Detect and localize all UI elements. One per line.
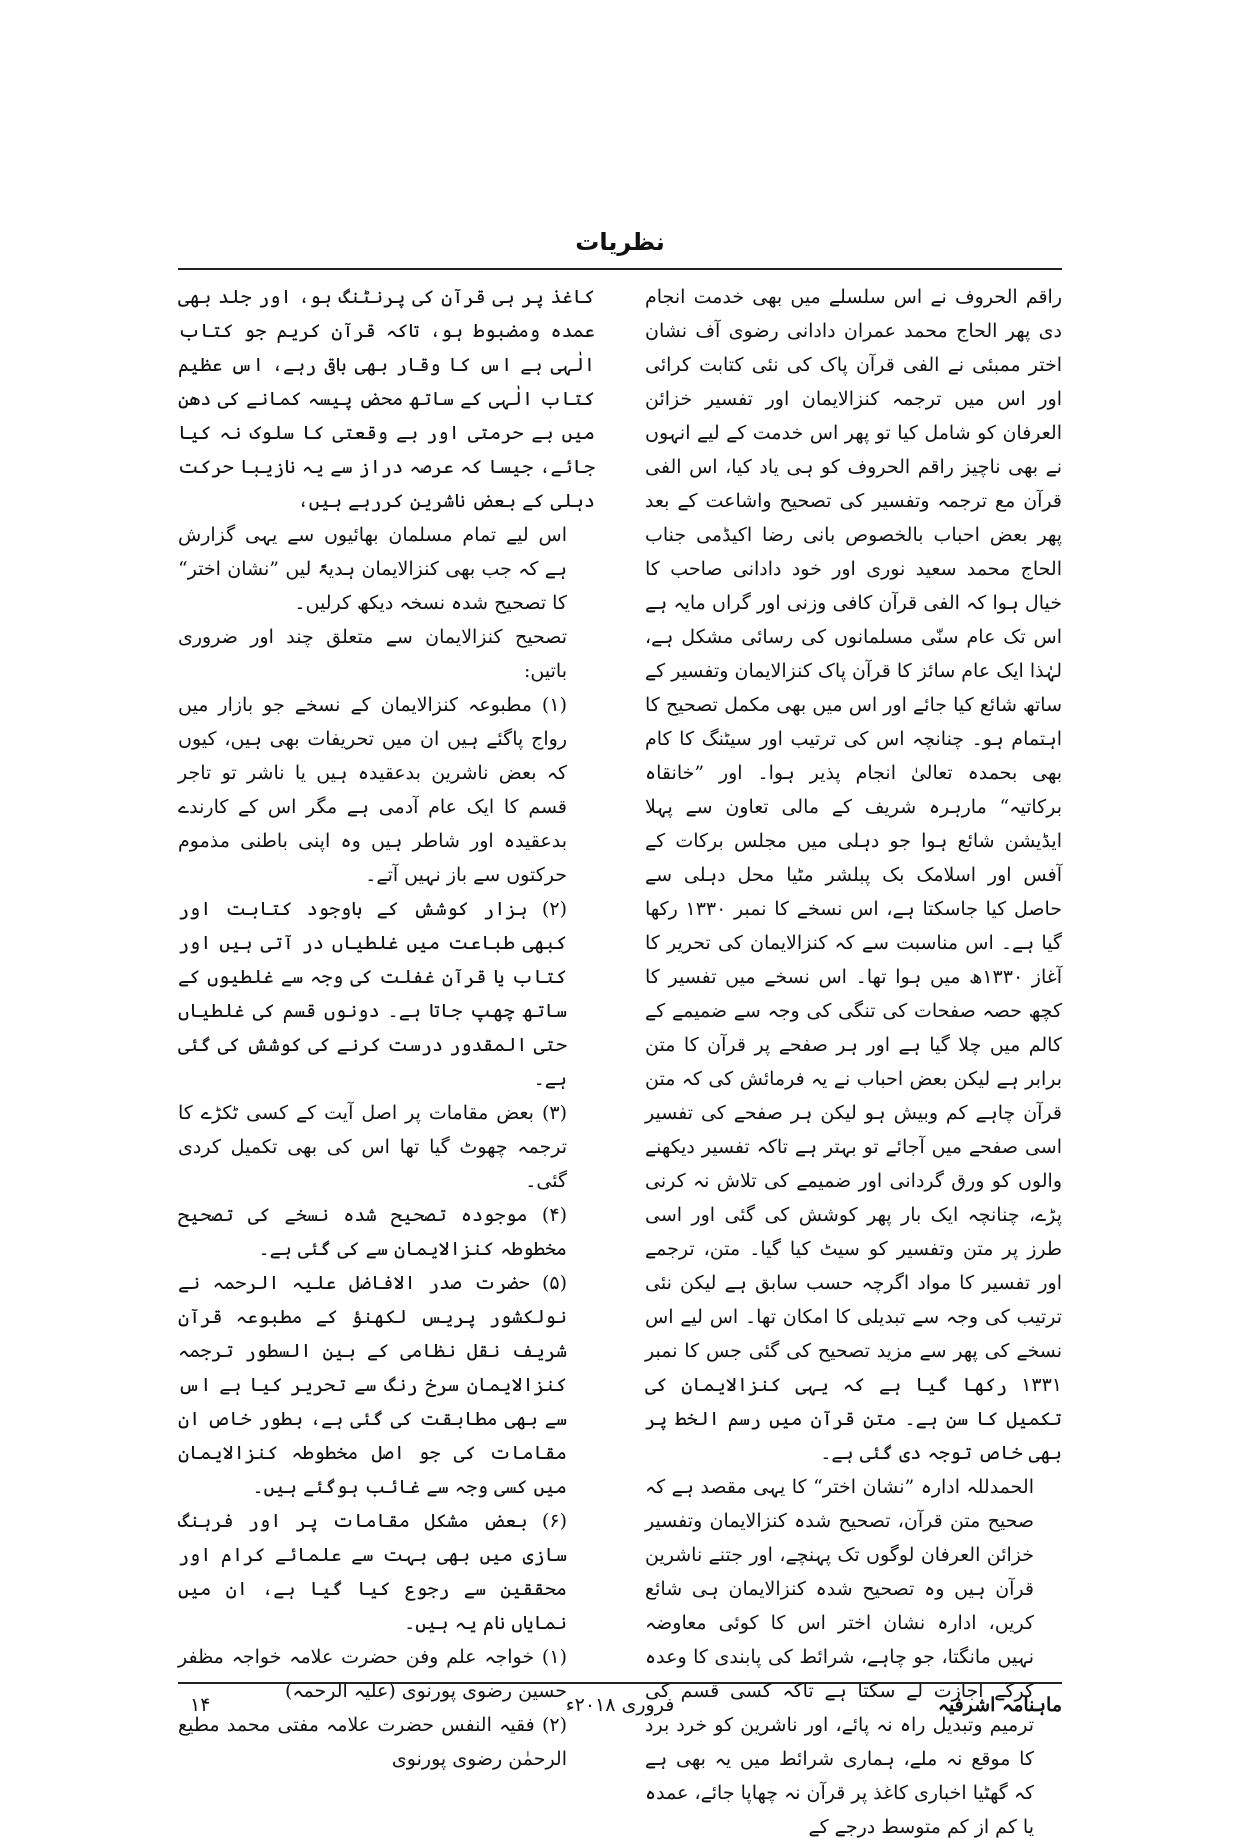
list-item: (۲) ہزار کوشش کے باوجود کتابت اور کبھی طباعت میں غلطیاں در آتی ہیں اور کتاب یا قرآن غفلت کی وجہ سے غلطیوں کے ساتھ چھپ جاتا ہے۔ دونوں قسم کی غلطیاں حتی المقدور درست کرنے کی کوشش کی گئی ہے۔ (178, 898, 567, 1090)
paragraph: الحمدللہ ادارہ ”نشان اختر“ کا یہی مقصد ہے کہ صحیح متن قرآن، تصحیح شدہ کنزالایمان وتفسیر خزائن العرفان لوگوں تک پہنچے، اور جتنے ناشرین قرآن ہیں وہ تصحیح شدہ کنزالایمان ہی شائع کریں، ادارہ نشان اختر اس کا کوئی معاوضہ نہیں مانگتا، جو چاہے، شرائط کی پابندی کا وعدہ کرکے اجازت لے سکتا ہے تاکہ کسی قسم کی ترمیم وتبدیل راہ نہ پائے، اور ناشرین کو خرد برد کا موقع نہ ملے، ہماری شرائط میں یہ بھی ہے کہ گھٹیا اخباری کاغذ پر قرآن نہ چھاپا جائے، عمدہ یا کم از کم متوسط درجے کے (645, 1476, 1034, 1838)
list-item: (۱) مطبوعہ کنزالایمان کے نسخے جو بازار میں رواج پاگئے ہیں ان میں تحریفات بھی ہیں، کیوں کہ بعض ناشرین بدعقیدہ ہیں یا ناشر تو تاجر قسم کا ایک عام آدمی ہے مگر اس کے کارندے بدعقیدہ اور شاطر ہیں وہ اپنی باطنی مذموم حرکتوں سے باز نہیں آتے۔ (178, 694, 567, 886)
scholar-item: (۲) فقیہ النفس حضرت علامہ مفتی محمد مطیع الرحمٰن رضوی پورنوی (178, 1714, 567, 1770)
issue-date: فروری ۲۰۱۸ء (565, 1694, 675, 1716)
list-item: (۵) حضرت صدر الافاضل علیہ الرحمہ نے نولکشور پریس لکھنؤ کے مطبوعہ قرآن شریف نقل نظامی کے بین السطور ترجمہ کنزالایمان سرخ رنگ سے تحریر کیا ہے اس سے بھی مطابقت کی گئی ہے، بطور خاص ان مقامات کی جو اصل مخطوطہ کنزالایمان میں کسی وجہ سے غائب ہوگئے ہیں۔ (178, 1272, 567, 1498)
page-number: ۱۴ (190, 1694, 211, 1716)
footer-rule (178, 1682, 1062, 1684)
magazine-name: ماہنامہ اشرفیہ (937, 1694, 1062, 1716)
header-rule (178, 268, 1062, 270)
paragraph: راقم الحروف نے اس سلسلے میں بھی خدمت انجام دی پھر الحاج محمد عمران دادانی رضوی آف نشان اختر ممبئی نے الفی قرآن پاک کی نئی کتابت کرائی اور اس میں ترجمہ کنزالایمان اور تفسیر خزائن العرفان کو شامل کیا تو پھر اس خدمت کے لیے انہوں نے بھی ناچیز راقم الحروف کو ہی یاد کیا، اس الفی قرآن مع ترجمہ وتفسیر کی تصحیح واشاعت کے بعد پھر بعض احباب بالخصوص بانی رضا اکیڈمی جناب الحاج محمد سعید نوری اور خود دادانی صاحب کا خیال ہوا کہ الفی قرآن کافی وزنی اور گراں مایہ ہے اس تک عام سنّی مسلمانوں کی رسائی مشکل ہے، لہٰذا ایک عام سائز کا قرآن پاک کنزالایمان وتفسیر کے ساتھ شائع کیا جائے اور اس میں بھی مکمل تصحیح کا اہتمام ہو۔ چنانچہ اس کی ترتیب اور سیٹنگ کا کام بھی بحمدہ تعالیٰ انجام پذیر ہوا۔ اور ”خانقاہ برکاتیہ“ مارہرہ شریف کے مالی تعاون سے پہلا ایڈیشن شائع ہوا جو دہلی میں مجلس برکات کے آفس اور اسلامک بک پبلشر مٹیا محل دہلی سے حاصل کیا جاسکتا ہے، اس نسخے کا نمبر ۱۳۳۰ رکھا گیا ہے۔ اس مناسبت سے کہ کنزالایمان کی تحریر کا آغاز ۱۳۳۰ھ میں ہوا تھا۔ اس نسخے میں تفسیر کا کچھ حصہ صفحات کی تنگی کی وجہ سے ضمیمے کے کالم میں چلا گیا ہے اور ہر صفحے پر قرآن کا متن برابر ہے لیکن بعض احباب نے یہ فرمائش کی کہ متن قرآن چاہے کم وبیش ہو لیکن ہر صفحے کی تفسیر اسی صفحے میں آجائے تو بہتر ہے تاکہ تفسیر دیکھنے والوں کو ورق گردانی اور ضمیمے کی تلاش نہ کرنی پڑے، چنانچہ ایک بار پھر کوشش کی گئی اور اسی طرز پر متن وتفسیر کو سیٹ کیا گیا۔ متن، ترجمے اور تفسیر کا مواد اگرچہ حسب سابق ہے لیکن نئی ترتیب کی وجہ سے تبدیلی کا امکان تھا۔ اس لیے اس نسخے کی پھر سے مزید تصحیح کی گئی جس کا نمبر ۱۳۳۱ رکھا گیا ہے کہ یہی کنزالایمان کی تکمیل کا سن ہے۔ متن قرآن میں رسم الخط پر بھی خاص توجہ دی گئی ہے۔ (645, 286, 1062, 1464)
section-title: نظریات (575, 228, 665, 256)
paragraph: اس لیے تمام مسلمان بھائیوں سے یہی گزارش ہے کہ جب بھی کنزالایمان ہدیۃً لیں ”نشان اختر“ کا تصحیح شدہ نسخہ دیکھ کرلیں۔ (178, 524, 567, 614)
list-heading: تصحیح کنزالایمان سے متعلق چند اور ضروری باتیں: (178, 626, 567, 682)
scholar-item: (۱) خواجہ علم وفن حضرت علامہ خواجہ مظفر حسین رضوی پورنوی (علیہ الرحمہ) (178, 1646, 567, 1702)
list-item: (۳) بعض مقامات پر اصل آیت کے کسی ٹکڑے کا ترجمہ چھوٹ گیا تھا اس کی بھی تکمیل کردی گئی۔ (178, 1102, 567, 1192)
paragraph: کاغذ پر ہی قرآن کی پرنٹنگ ہو، اور جلد بھی عمدہ ومضبوط ہو، تاکہ قرآن کریم جو کتاب الٰہی ہے اس کا وقار بھی باقی رہے، اس عظیم کتاب الٰہی کے ساتھ محض پیسہ کمانے کی دھن میں بے حرمتی اور بے وقعتی کا سلوک نہ کیا جائے، جیسا کہ عرصہ دراز سے یہ نازیبا حرکت دہلی کے بعض ناشرین کررہے ہیں، (178, 286, 595, 512)
list-item: (۴) موجودہ تصحیح شدہ نسخے کی تصحیح مخطوطہ کنزالایمان سے کی گئی ہے۔ (178, 1204, 567, 1260)
list-item: (۶) بعض مشکل مقامات پر اور فرہنگ سازی میں بھی بہت سے علمائے کرام اور محققین سے رجوع کیا گیا ہے، ان میں نمایاں نام یہ ہیں۔ (178, 1510, 567, 1634)
